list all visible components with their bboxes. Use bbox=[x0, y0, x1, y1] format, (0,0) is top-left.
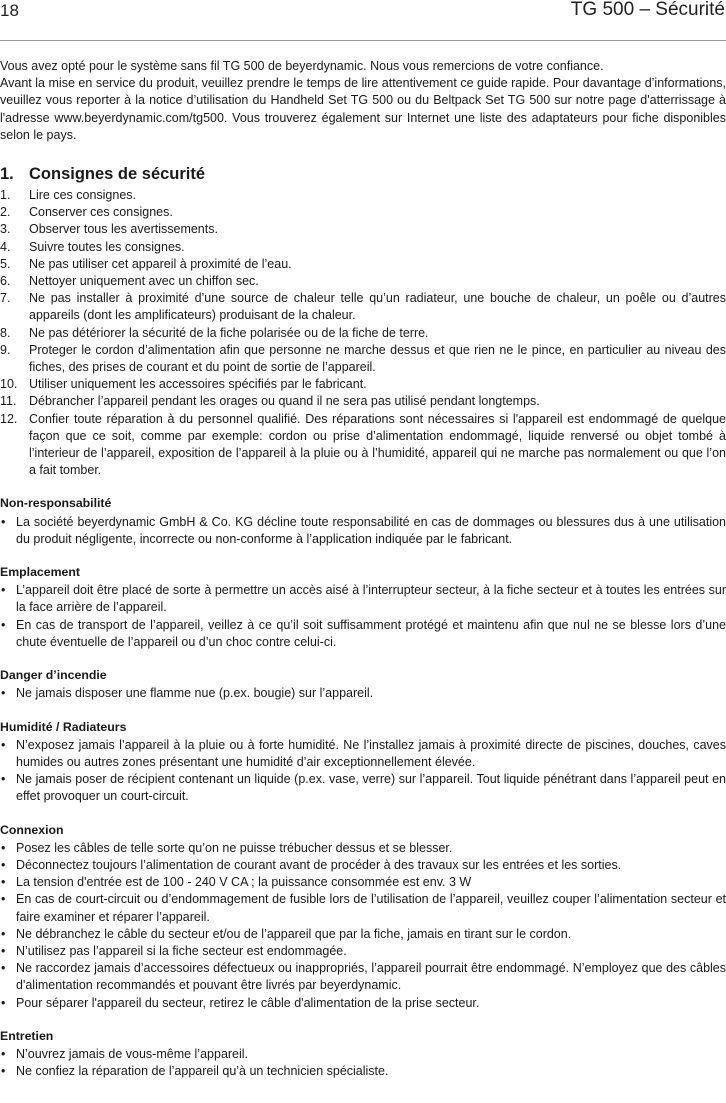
bullet-item bbox=[0, 857, 726, 874]
bullet-text: Ne raccordez jamais d’accessoires défectueux ou inappropriés, l’appareil pourrait être endommagé. N’employez que des câbles d'alimentation recommandés et pouvant être livrés par beyerdynamic. bbox=[16, 961, 726, 993]
bullet-item bbox=[0, 874, 726, 891]
safety-instruction-item bbox=[0, 273, 726, 290]
bullet-text: Pour séparer l'appareil du secteur, retirez le câble d'alimentation de la prise secteur. bbox=[16, 995, 480, 1010]
subsection-heading: Humidité / Radiateurs bbox=[0, 719, 127, 734]
item-number: 9. bbox=[0, 342, 11, 357]
subsection-heading: Emplacement bbox=[0, 565, 80, 580]
item-text: Ne pas installer à proximité d’une source de chaleur telle qu’un radiateur, une bouche de chaleur, un poêle ou d’autres appareils (dont les amplificateurs) produisant de la chaleur. bbox=[29, 291, 726, 323]
item-number: 2. bbox=[0, 205, 11, 220]
item-text: Observer tous les avertissements. bbox=[29, 222, 218, 237]
bullet-icon: • bbox=[1, 686, 6, 701]
safety-instruction-item bbox=[0, 290, 726, 324]
page-header bbox=[0, 0, 726, 40]
item-number: 8. bbox=[0, 325, 11, 340]
header-divider bbox=[0, 40, 726, 41]
bullet-text: En cas de transport de l’appareil, veillez à ce qu’il soit suffisamment protégé et maintenu afin que nul ne se blesse lors d’une chute éventuelle de l’appareil ou d’un choc contre celui-ci. bbox=[16, 617, 726, 649]
subsection-heading: Entretien bbox=[0, 1028, 54, 1043]
subsection-heading: Connexion bbox=[0, 822, 64, 837]
bullet-text: N’utilisez pas l’appareil si la fiche secteur est endommagée. bbox=[16, 943, 347, 958]
bullet-item bbox=[0, 771, 726, 805]
bullet-icon: • bbox=[1, 926, 6, 941]
bullet-text: La société beyerdynamic GmbH & Co. KG décline toute responsabilité en cas de dommages ou blessures dus à une utilisation du produit négligente, incorrecte ou non-conforme à l’application indiquée par le fabricant. bbox=[16, 514, 726, 546]
safety-instruction-item bbox=[0, 256, 726, 273]
bullet-text: La tension d'entrée est de 100 - 240 V CA ; la puissance consommée est env. 3 W bbox=[16, 875, 472, 890]
bullet-text: En cas de court-circuit ou d’endommagement de fusible lors de l’utilisation de l’appareil, veuillez couper l’alimentation secteur et faire examiner et réparer l’appareil. bbox=[16, 892, 726, 924]
item-number: 7. bbox=[0, 291, 11, 306]
bullet-text: N’exposez jamais l’appareil à la pluie ou à forte humidité. Ne l’installez jamais à proximité directe de piscines, douches, caves humides ou autres zones présentant une humidité d’air exceptionnellement élevée. bbox=[16, 737, 726, 769]
intro-paragraph-2: Avant la mise en service du produit, veuillez prendre le temps de lire attentivement ce guide rapide. Pour davantage d’informations, veuillez vous reporter à la notice d’utilisation du Handheld Set TG 500 ou du Beltpack Set TG 500 sur notre page d'atterrissage à l'adresse www.beyerdynamic.com/tg500. Vous trouverez également sur Internet une liste des adaptateurs pour fiche disponibles selon le pays. bbox=[0, 76, 726, 142]
safety-instructions-list bbox=[0, 187, 726, 479]
subsection-heading: Danger d’incendie bbox=[0, 668, 107, 683]
item-text: Lire ces consignes. bbox=[29, 188, 137, 203]
bullet-item bbox=[0, 1063, 726, 1080]
section-heading bbox=[0, 164, 726, 185]
page-number: 18 bbox=[0, 1, 19, 20]
bullet-icon: • bbox=[1, 1046, 6, 1061]
bullet-icon: • bbox=[1, 1064, 6, 1079]
item-text: Conserver ces consignes. bbox=[29, 205, 173, 220]
safety-instruction-item bbox=[0, 204, 726, 221]
item-text: Ne pas utiliser cet appareil à proximité de l’eau. bbox=[29, 256, 292, 271]
bullet-icon: • bbox=[1, 772, 6, 787]
bullet-item bbox=[0, 995, 726, 1012]
bullet-icon: • bbox=[1, 840, 6, 855]
section-number: 1. bbox=[0, 165, 14, 184]
safety-instruction-item bbox=[0, 376, 726, 393]
bullet-icon: • bbox=[1, 617, 6, 632]
item-number: 4. bbox=[0, 239, 11, 254]
bullet-item bbox=[0, 840, 726, 857]
safety-instruction-item bbox=[0, 342, 726, 376]
item-number: 1. bbox=[0, 188, 11, 203]
item-text: Suivre toutes les consignes. bbox=[29, 239, 185, 254]
bullet-item bbox=[0, 582, 726, 616]
bullet-item bbox=[0, 943, 726, 960]
bullet-item bbox=[0, 926, 726, 943]
item-text: Nettoyer uniquement avec un chiffon sec. bbox=[29, 274, 259, 289]
bullet-text: L’appareil doit être placé de sorte à permettre un accès aisé à l’interrupteur secteur, à la fiche secteur et à toutes les entrées sur la face arrière de l’appareil. bbox=[16, 583, 726, 615]
bullet-text: Déconnectez toujours l’alimentation de courant avant de procéder à des travaux sur les entrées et les sorties. bbox=[16, 857, 622, 872]
item-number: 3. bbox=[0, 222, 11, 237]
bullet-list bbox=[0, 582, 726, 651]
bullet-icon: • bbox=[1, 875, 6, 890]
item-number: 12. bbox=[0, 411, 18, 426]
bullet-list bbox=[0, 1046, 726, 1080]
bullet-item bbox=[0, 737, 726, 771]
bullet-text: Ne confiez la réparation de l’appareil qu’à un technicien spécialiste. bbox=[16, 1064, 389, 1079]
safety-instruction-item bbox=[0, 325, 726, 342]
item-text: Utiliser uniquement les accessoires spécifiés par le fabricant. bbox=[29, 377, 367, 392]
bullet-icon: • bbox=[1, 857, 6, 872]
bullet-text: Ne débranchez le câble du secteur et/ou de l’appareil que par la fiche, jamais en tirant sur le cordon. bbox=[16, 926, 572, 941]
safety-instruction-item bbox=[0, 393, 726, 410]
item-number: 11. bbox=[0, 394, 17, 409]
item-number: 6. bbox=[0, 274, 11, 289]
bullet-text: Ne jamais poser de récipient contenant un liquide (p.ex. vase, verre) sur l’appareil. Tout liquide pénétrant dans l’appareil peut en effet provoquer un court-circuit. bbox=[16, 772, 726, 804]
bullet-item bbox=[0, 617, 726, 651]
item-text: Ne pas détériorer la sécurité de la fiche polarisée ou de la fiche de terre. bbox=[29, 325, 429, 340]
item-text: Proteger le cordon d’alimentation afin que personne ne marche dessus et que rien ne le pince, en particulier au niveau des fiches, des prises de courant et du point de sortie de l’appareil. bbox=[29, 342, 726, 375]
item-text: Débrancher l’appareil pendant les orages ou quand il ne sera pas utilisé pendant longtemps. bbox=[29, 394, 540, 409]
section-title: Consignes de sécurité bbox=[29, 165, 206, 184]
intro bbox=[0, 58, 726, 144]
item-text: Confier toute réparation à du personnel qualifié. Des réparations sont nécessaires si l'appareil est endommagé de quelque façon que ce soit, comme par exemple: cordon ou prise d’alimentation endommagé, liquide renversé ou objet tombé à l’interieur de l’appareil, exposition de l’appareil à la pluie ou à l’humidité, appareil qui ne marche pas normalement ou que l’on a fait tomber. bbox=[29, 411, 726, 478]
bullet-icon: • bbox=[1, 583, 6, 598]
bullet-item bbox=[0, 685, 726, 702]
item-number: 10. bbox=[0, 377, 18, 392]
subsection-heading: Non-responsabilité bbox=[0, 496, 112, 511]
document-title: TG 500 – Sécurité bbox=[570, 0, 725, 20]
bullet-icon: • bbox=[1, 943, 6, 958]
bullet-text: Ne jamais disposer une flamme nue (p.ex. bougie) sur l’appareil. bbox=[16, 686, 374, 701]
bullet-item bbox=[0, 960, 726, 994]
safety-instruction-item bbox=[0, 221, 726, 238]
bullet-icon: • bbox=[1, 514, 6, 529]
safety-instruction-item bbox=[0, 187, 726, 204]
bullet-list bbox=[0, 685, 726, 702]
bullet-icon: • bbox=[1, 995, 6, 1010]
bullet-item bbox=[0, 1046, 726, 1063]
intro-paragraph-1: Vous avez opté pour le système sans fil TG 500 de beyerdynamic. Nous vous remercions de votre confiance. bbox=[0, 59, 604, 73]
bullet-icon: • bbox=[1, 737, 6, 752]
safety-instruction-item bbox=[0, 239, 726, 256]
page-content bbox=[0, 58, 726, 1080]
bullet-list bbox=[0, 514, 726, 548]
bullet-item bbox=[0, 891, 726, 925]
bullet-text: N’ouvrez jamais de vous-même l’appareil. bbox=[16, 1046, 249, 1061]
bullet-list bbox=[0, 840, 726, 1012]
safety-instruction-item bbox=[0, 411, 726, 480]
bullet-text: Posez les câbles de telle sorte qu’on ne puisse trébucher dessus et se blesser. bbox=[16, 840, 453, 855]
subsections bbox=[0, 495, 726, 1080]
bullet-item bbox=[0, 514, 726, 548]
item-number: 5. bbox=[0, 256, 11, 271]
bullet-icon: • bbox=[1, 961, 6, 976]
bullet-list bbox=[0, 737, 726, 806]
bullet-icon: • bbox=[1, 892, 6, 907]
